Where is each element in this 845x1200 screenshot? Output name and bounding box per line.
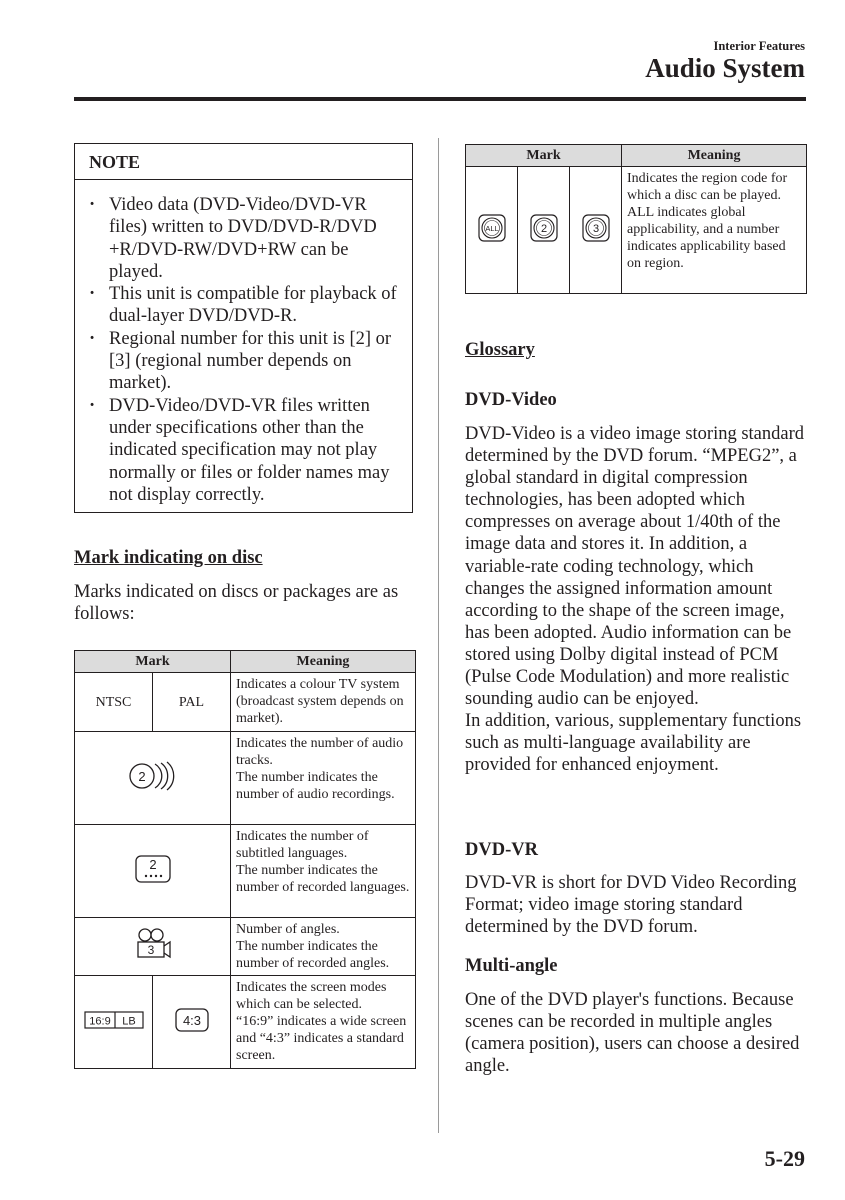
meaning-column-header: Meaning [231, 651, 416, 673]
ntsc-mark: NTSC [75, 673, 153, 732]
table-row [75, 825, 416, 918]
mark-cell [75, 825, 231, 918]
camera-angle-icon [132, 926, 174, 962]
glossary-term: Multi-angle [465, 956, 558, 976]
mark-table [74, 650, 416, 1069]
note-item: · DVD-Video/DVD-VR files written under specifications other than the indicated specification may not play normally or files or folder names may not display correctly. [109, 395, 402, 506]
table-row [75, 673, 416, 732]
meaning-cell: Indicates the number of subtitled languages. The number indicates the number of recorded languages. [231, 825, 416, 918]
page-number: 5-29 [764, 1146, 805, 1171]
standard-screen-icon [174, 1007, 210, 1033]
region-3-icon [582, 214, 610, 242]
glossary-term: DVD-Video [465, 390, 557, 410]
region-all-icon [478, 214, 506, 242]
table-row [75, 732, 416, 825]
widescreen-letterbox-icon [84, 1010, 144, 1030]
mark-cell [466, 167, 518, 294]
meaning-cell: Number of angles. The number indicates the number of recorded angles. [231, 918, 416, 976]
glossary-heading: Glossary [465, 340, 535, 360]
letterbox-label: LB [121, 1015, 136, 1027]
column-divider [438, 138, 439, 1133]
pal-mark: PAL [153, 673, 231, 732]
mark-column-header: Mark [75, 651, 231, 673]
mark-cell [75, 918, 231, 976]
mark-cell [518, 167, 570, 294]
meaning-cell: Indicates the number of audio tracks. The number indicates the number of audio recordings. [231, 732, 416, 825]
audio-tracks-icon [127, 758, 179, 794]
table-row [75, 918, 416, 976]
table-row [75, 976, 416, 1069]
section-label: Interior Features [713, 39, 805, 53]
page-title: Audio System [645, 53, 805, 83]
subtitles-icon [133, 853, 173, 885]
glossary-definition: DVD-VR is short for DVD Video Recording Format; video image storing standard determined by the DVD forum. [465, 873, 797, 938]
table-row [466, 167, 807, 294]
region-3-label: 3 [592, 222, 599, 235]
note-item: · Regional number for this unit is [2] or [3] (regional number depends on market). [109, 328, 402, 395]
region-2-label: 2 [540, 222, 547, 235]
standard-screen-label: 4:3 [182, 1012, 201, 1028]
glossary-definition: One of the DVD player's functions. Because scenes can be recorded in multiple angles (camera position), users can choose a desired angle. [465, 990, 800, 1077]
meaning-cell: Indicates the region code for which a disc can be played. ALL indicates global applicability, and a number indicates applicability based on region. [622, 167, 807, 294]
mark-cell [570, 167, 622, 294]
glossary-definition: DVD-Video is a video image storing standard determined by the DVD forum. “MPEG2”, a global standard in digital compression technologies, has been adopted which compresses on average about 1/40th of the image data and stores it. In addition, a variable-rate coding technology, which changes the assigned information amount according to the shape of the screen image, has been adopted. Audio information can be stored using Dolby digital instead of PCM (Pulse Code Modulation) and more realistic sounding audio can be enjoyed. In addition, various, supplementary functions such as multi-language availability are provided for enhanced enjoyment. [465, 424, 805, 776]
meaning-cell: Indicates a colour TV system (broadcast system depends on market). [231, 673, 416, 732]
widescreen-label: 16:9 [88, 1015, 111, 1027]
region-table [465, 144, 807, 294]
meaning-cell: Indicates the screen modes which can be selected. “16:9” indicates a wide screen and “4:3” indicates a standard screen. [231, 976, 416, 1069]
mark-section-heading: Mark indicating on disc [74, 548, 263, 568]
glossary-term: DVD-VR [465, 840, 538, 860]
audio-tracks-number: 2 [137, 768, 146, 784]
header-rule [74, 97, 806, 101]
note-title: NOTE [75, 144, 412, 180]
region-2-icon [530, 214, 558, 242]
camera-angle-number: 3 [147, 943, 154, 957]
note-box [74, 143, 413, 513]
mark-section-intro: Marks indicated on discs or packages are as follows: [74, 582, 399, 625]
region-all-label: ALL [484, 223, 499, 233]
mark-cell [153, 976, 231, 1069]
note-item: · Video data (DVD-Video/DVD-VR files) written to DVD/DVD-R/DVD +R/DVD-RW/DVD+RW can be played. [109, 194, 402, 283]
note-list [75, 180, 412, 506]
meaning-column-header: Meaning [622, 145, 807, 167]
mark-cell [75, 976, 153, 1069]
mark-cell [75, 732, 231, 825]
mark-column-header: Mark [466, 145, 622, 167]
subtitles-number: 2 [148, 856, 157, 872]
note-item: · This unit is compatible for playback of dual-layer DVD/DVD-R. [109, 283, 402, 328]
